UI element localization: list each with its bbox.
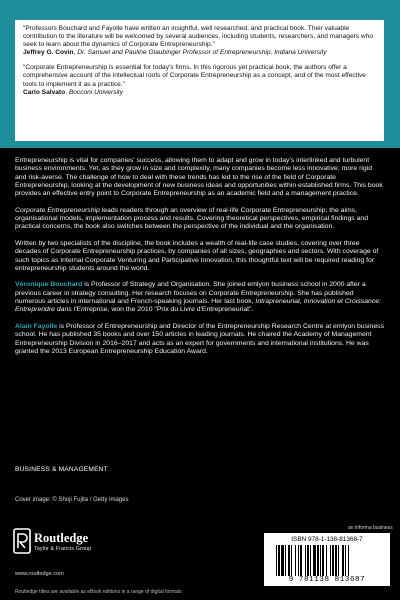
- endorsement-author-2: Carlo Salvato: [23, 88, 66, 96]
- barcode-bar: [320, 545, 321, 576]
- endorsement-author-1: Jeffrey G. Covin: [23, 49, 74, 57]
- barcode-bar: [288, 545, 290, 576]
- endorsement-quote-1: "Professors Bouchard and Fayolle have written an insightful, well researched, and practical book. Their valuable contribution to the literature will be welcomed by several audiences, including students, researchers, and managers who seek to learn about the dynamics of Corporate Entrepreneurship.": [23, 25, 374, 49]
- description-paragraph-3: Written by two specialists of the discipline, the book includes a wealth of real-life case studies, covering over three decades of Corporate Entrepreneurship practices, by companies of all sizes, geographies and sectors. With coverage of such topics as Internal Corporate Venturing and Participative Innovation, this thoughtful text will be required reading for entrepreneurship students around the world.: [15, 239, 379, 272]
- barcode-bar: [276, 545, 277, 576]
- barcode-bar: [295, 545, 296, 576]
- barcode-bar: [278, 545, 280, 576]
- cover-image-credit: Cover image: © Shoji Fujita / Getty images: [15, 497, 129, 503]
- endorsement-affiliation-1: Dr. Samuel and Pauline Glaubinger Professor of Entrepreneurship, Indiana University: [77, 49, 327, 57]
- description-paragraph-2: Corporate Entrepreneurship leads readers through an overview of real-life Corporate Entrepreneurship; the aims, organisational models, implementation process and results. Covering theoretical perspectives, empirical findings and practical concerns, the book also switches between the perspective of the individual and the organisation.: [15, 206, 369, 231]
- book-description: [15, 157, 385, 364]
- routledge-logo-icon: [13, 528, 31, 554]
- barcode-bar: [322, 545, 324, 576]
- author-bio-1: Véronique Bouchard is Professor of Strategy and Organisation. She joined emlyon business school in 2000 after a previous career in strategy consulting. Her research focuses on Corporate Entrepreneurship. She has published numerous articles in international and French-speaking journals. Her last book, Intrapreneuriat, Innovation et Croissance: Entreprendre dans l'Entreprise, won the 2010 "Prix du Livre d'Entrepreneuriat".: [15, 281, 381, 314]
- endorsements-box: "Professors Bouchard and Fayolle have written an insightful, well researched, and practical book. Their valuable contribution to the literature will be welcomed by several audiences, including students, researchers, and managers who seek to learn about the dynamics of Corporate Entrepreneurship." Jeffrey G. Covin, Dr. Samuel and Pauline Glaubinger Professor of Entrepreneurship, Indiana University "Corporate Entrepreneurship is essential for today's firms. In this rigorous yet practical book, the authors offer a comprehensive account of the intellectual roots of Corporate Entrepreneurship as a concept, and of the most effective tools to implement it as a practice." Carlo Salvato, Bocconi University: [15, 20, 384, 141]
- book-title-italic: Corporate Entrepreneurship: [15, 206, 100, 214]
- barcode-panel: [264, 533, 390, 586]
- publisher-group: Taylor & Francis Group: [34, 546, 92, 552]
- barcode-bar: [300, 545, 302, 576]
- barcode-bar: [338, 545, 339, 576]
- barcode-bar: [330, 545, 331, 576]
- endorsement-affiliation-2: Bocconi University: [68, 88, 124, 96]
- informa-tagline: an informa business: [348, 525, 393, 531]
- barcode-bar: [281, 545, 284, 576]
- barcode-bar: [307, 545, 309, 576]
- barcode-bar: [313, 545, 316, 576]
- barcode-bar: [348, 545, 349, 576]
- barcode-bar: [291, 545, 292, 576]
- barcode-bar: [285, 545, 286, 576]
- barcode-bar: [342, 545, 344, 576]
- author-book-title: Intrapreneuriat, Innovation et Croissance: Entreprendre dans l'Entreprise: [15, 298, 381, 314]
- barcode-bar: [326, 545, 327, 576]
- barcode-bar: [317, 545, 319, 576]
- barcode-bar: [345, 545, 346, 576]
- author-bio-2: Alain Fayolle is Professor of Entrepreneurship and Director of the Entrepreneurship Research Centre at emlyon business school. He has published 35 books and over 150 articles in leading journals. He chaired the Academy of Management Entrepreneurship Division in 2016–2017 and acts as an expert for governments and international institutions. He was granted the 2013 European Entrepreneurship Education Award.: [15, 322, 384, 355]
- barcode-icon: [274, 545, 380, 576]
- publisher-name: Routledge: [34, 531, 89, 545]
- subject-category: BUSINESS & MANAGEMENT: [15, 466, 108, 473]
- author-name-2: Alain Fayolle: [15, 322, 58, 330]
- barcode-bar: [305, 545, 306, 576]
- endorsement-quote-2: "Corporate Entrepreneurship is essential for today's firms. In this rigorous yet practical book, the authors offer a comprehensive account of the intellectual roots of Corporate Entrepreneurship as a concept, and of the most effective tools to implement it as a practice.": [23, 64, 366, 88]
- barcode-bar: [298, 545, 299, 576]
- description-paragraph-1: Entrepreneurship is vital for companies' success, allowing them to adapt and grow in today's interlinked and turbulent business environments. Yet, as they grow in size and complexity, many companies become less innovative, more rigid and risk-averse. The challenge of how to deal with these trends has led to the rise of the field of Corporate Entrepreneurship, looking at the development of new business ideas and opportunities within established firms. This book provides an effective entry point to Corporate Entrepreneurship as an academic field and a management practice.: [15, 157, 383, 198]
- barcode-digits: 9 781138 813687: [288, 576, 366, 584]
- barcode-bar: [335, 545, 337, 576]
- publisher-website: www.routledge.com: [15, 571, 64, 577]
- barcode-bar: [332, 545, 334, 576]
- ebook-footnote: Routledge titles are available as eBook editions in a range of digital formats: [15, 589, 182, 595]
- barcode-bar: [310, 545, 311, 576]
- publisher-logo: [13, 528, 133, 568]
- isbn-label: ISBN 978-1-138-81368-7: [291, 536, 363, 543]
- author-name-1: Véronique Bouchard: [15, 281, 83, 289]
